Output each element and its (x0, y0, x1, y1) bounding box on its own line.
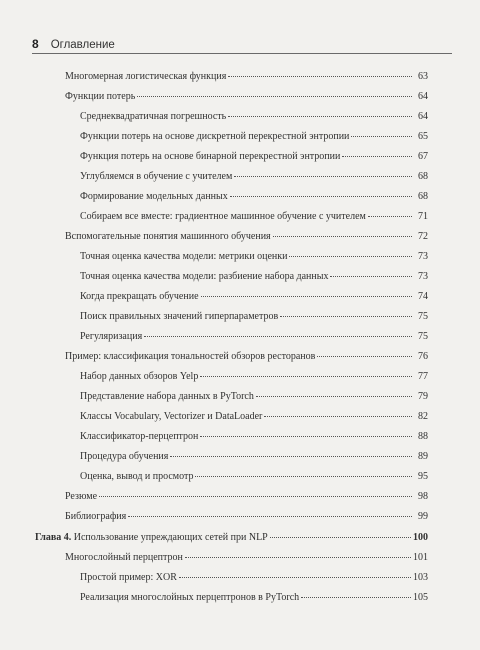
toc-page-number: 103 (413, 572, 428, 583)
toc-entry (80, 431, 428, 442)
toc-page-number: 98 (418, 491, 428, 502)
toc-entry (80, 271, 428, 282)
toc-page-number: 101 (413, 552, 428, 563)
header-rule (32, 53, 452, 54)
toc-page-number: 79 (418, 391, 428, 402)
toc-entry (65, 511, 428, 522)
toc-entry (80, 451, 428, 462)
leader-dots (317, 356, 412, 357)
toc-entry-label: Пример: классификация тональностей обзоров ресторанов (65, 351, 316, 362)
toc-entry (80, 371, 428, 382)
toc-entry-label: Многослойный перцептрон (65, 552, 183, 563)
toc-page-number: 64 (418, 91, 428, 102)
page-number: 8 (32, 37, 39, 51)
toc-entry (80, 251, 428, 262)
toc-entry (80, 331, 428, 342)
toc-page-number: 68 (418, 191, 428, 202)
leader-dots (280, 316, 412, 317)
toc-entry (80, 592, 428, 603)
running-title: Оглавление (50, 39, 115, 51)
toc-entry-label: Собираем все вместе: градиентное машинное обучение с учителем (80, 211, 366, 222)
toc-entry (65, 491, 428, 502)
toc-page-number: 64 (418, 111, 428, 122)
toc-entry-label: Набор данных обзоров Yelp (80, 371, 199, 382)
toc-entry-label: Многомерная логистическая функция (65, 71, 227, 82)
toc-entry (65, 552, 428, 563)
toc-entry-label: Среднеквадратичная погрешность (80, 111, 227, 122)
toc-entry (80, 291, 428, 302)
toc-entry-label: Представление набора данных в PyTorch (80, 391, 254, 402)
toc-entry (80, 471, 428, 482)
toc-page-number: 88 (418, 431, 428, 442)
toc-entry-label (35, 532, 268, 543)
leader-dots (137, 96, 412, 97)
leader-dots (185, 557, 411, 558)
leader-dots (234, 176, 412, 177)
toc-entry-label: Оценка, вывод и просмотр (80, 471, 194, 482)
toc-page-number: 75 (418, 311, 428, 322)
toc-entry-label: Точная оценка качества модели: разбиение набора данных (80, 271, 329, 282)
toc-entry (80, 131, 428, 142)
toc-entry (65, 71, 428, 82)
toc-entry-label: Классы Vocabulary, Vectorizer и DataLoader (80, 411, 263, 422)
leader-dots (301, 597, 411, 598)
toc-page-number: 74 (418, 291, 428, 302)
toc-entry-label: Функции потерь (65, 91, 136, 102)
leader-dots (264, 416, 412, 417)
toc-entry (80, 211, 428, 222)
leader-dots (200, 376, 412, 377)
toc-page-number: 105 (413, 592, 428, 603)
toc-entry (65, 91, 428, 102)
leader-dots (351, 136, 412, 137)
leader-dots (99, 496, 412, 497)
leader-dots (201, 296, 412, 297)
leader-dots (195, 476, 412, 477)
leader-dots (368, 216, 412, 217)
leader-dots (144, 336, 412, 337)
toc-page-number: 89 (418, 451, 428, 462)
toc-entry (80, 171, 428, 182)
leader-dots (330, 276, 412, 277)
toc-page-number: 77 (418, 371, 428, 382)
leader-dots (128, 516, 412, 517)
leader-dots (170, 456, 412, 457)
toc-page-number: 100 (413, 532, 428, 543)
toc-entry (65, 351, 428, 362)
toc-entry-label: Функция потерь на основе бинарной перекрестной энтропии (80, 151, 341, 162)
toc-page-number: 73 (418, 251, 428, 262)
toc-page-number: 68 (418, 171, 428, 182)
toc-entry-label: Вспомогательные понятия машинного обучения (65, 231, 271, 242)
toc-page-number: 73 (418, 271, 428, 282)
toc-page-number: 67 (418, 151, 428, 162)
toc-entry-label: Библиография (65, 511, 127, 522)
toc-entry-label: Точная оценка качества модели: метрики оценки (80, 251, 288, 262)
leader-dots (273, 236, 412, 237)
toc-entry-label: Когда прекращать обучение (80, 291, 199, 302)
toc-entry-label: Реализация многослойных перцептронов в PyTorch (80, 592, 300, 603)
toc-entry (80, 572, 428, 583)
toc-entry-label: Формирование модельных данных (80, 191, 228, 202)
toc-entry (80, 151, 428, 162)
toc-entry-label: Функции потерь на основе дискретной перекрестной энтропии (80, 131, 350, 142)
toc-entry (65, 231, 428, 242)
toc-page-number: 76 (418, 351, 428, 362)
toc-page-number: 71 (418, 211, 428, 222)
toc-page-number: 75 (418, 331, 428, 342)
toc-entry-label: Регуляризация (80, 331, 143, 342)
leader-dots (289, 256, 412, 257)
toc-page-number: 82 (418, 411, 428, 422)
leader-dots (342, 156, 412, 157)
leader-dots (228, 76, 412, 77)
toc-entry (80, 191, 428, 202)
chapter-title: Использование упреждающих сетей при NLP (73, 532, 268, 543)
toc-page-number: 63 (418, 71, 428, 82)
toc-chapter-entry (35, 532, 428, 543)
toc-page-number: 65 (418, 131, 428, 142)
page-header (32, 37, 452, 51)
toc-entry (80, 311, 428, 322)
toc-entry-label: Классификатор-перцептрон (80, 431, 199, 442)
leader-dots (256, 396, 412, 397)
toc-page-number: 99 (418, 511, 428, 522)
toc-entry-label: Поиск правильных значений гиперпараметров (80, 311, 279, 322)
toc-entry-label: Углубляемся в обучение с учителем (80, 171, 233, 182)
toc-page-number: 72 (418, 231, 428, 242)
leader-dots (200, 436, 412, 437)
leader-dots (270, 537, 411, 538)
toc-entry (80, 411, 428, 422)
leader-dots (179, 577, 411, 578)
toc-entry (80, 391, 428, 402)
leader-dots (228, 116, 412, 117)
toc-page-number: 95 (418, 471, 428, 482)
toc-entry-label: Процедура обучения (80, 451, 169, 462)
toc-entry-label: Простой пример: XOR (80, 572, 177, 583)
leader-dots (230, 196, 412, 197)
toc-entry-label: Резюме (65, 491, 98, 502)
chapter-number: Глава 4. (35, 532, 74, 543)
toc-entry (80, 111, 428, 122)
